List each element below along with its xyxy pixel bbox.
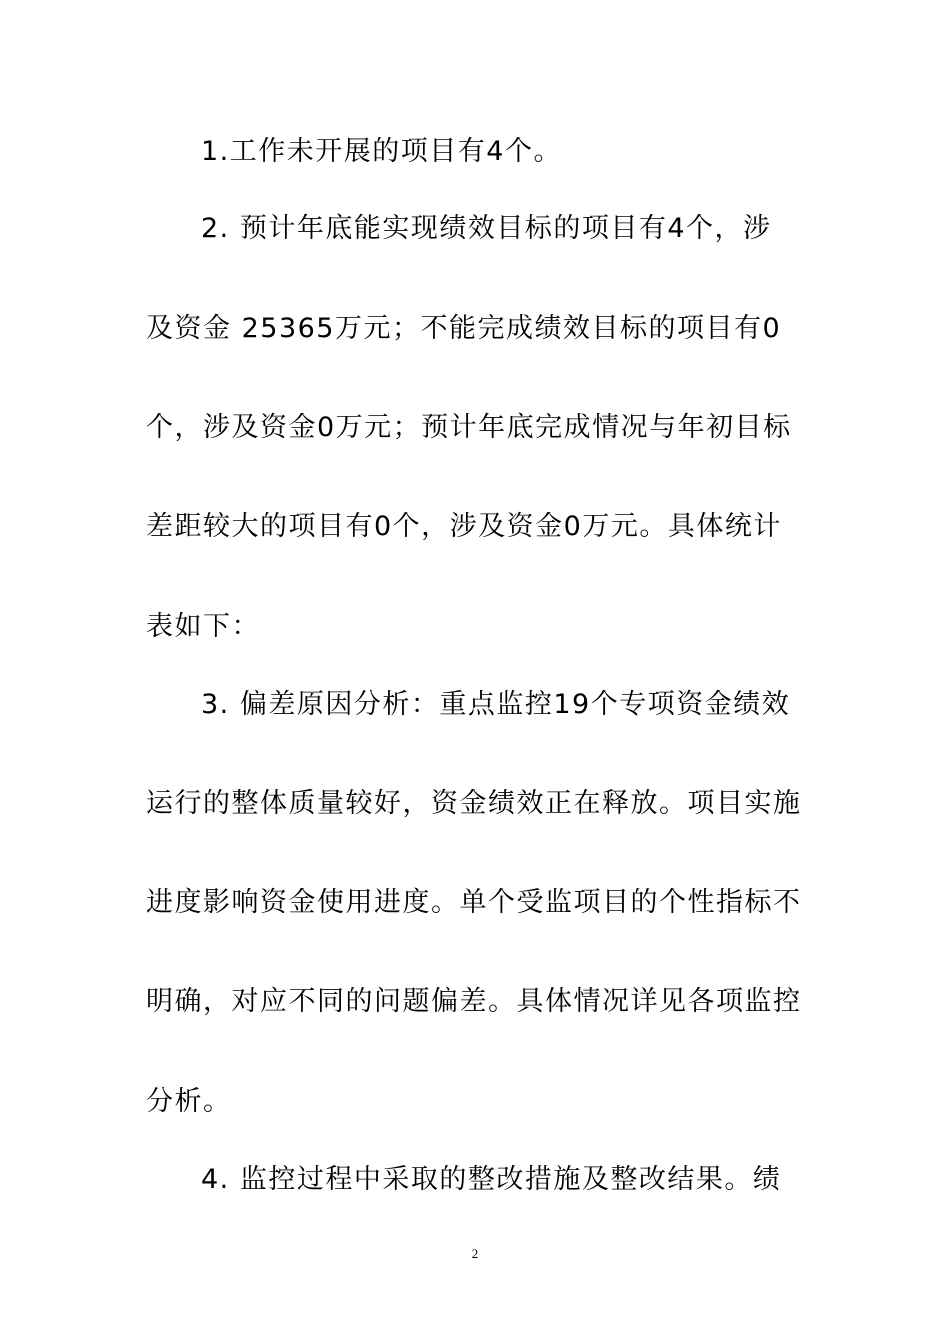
paragraph-line: 3. 偏差原因分析：重点监控19个专项资金绩效 [201,689,791,720]
paragraph-line: 进度影响资金使用进度。单个受监项目的个性指标不 [146,887,802,918]
paragraph-line: 及资金 25365万元；不能完成绩效目标的项目有0 [146,313,782,344]
paragraph-line: 4. 监控过程中采取的整改措施及整改结果。绩 [201,1164,782,1195]
page-number: 2 [471,1246,479,1261]
paragraph-line: 个，涉及资金0万元；预计年底完成情况与年初目标 [146,412,792,443]
paragraph-line: 1.工作未开展的项目有4个。 [201,136,562,167]
paragraph-line: 分析。 [146,1086,232,1117]
paragraph-line: 表如下： [146,611,260,642]
paragraph-line: 运行的整体质量较好，资金绩效正在释放。项目实施 [146,788,802,819]
paragraph-line: 明确，对应不同的问题偏差。具体情况详见各项监控 [146,986,802,1017]
paragraph-line: 2. 预计年底能实现绩效目标的项目有4个，涉 [201,213,772,244]
paragraph-line: 差距较大的项目有0个，涉及资金0万元。具体统计 [146,511,782,542]
